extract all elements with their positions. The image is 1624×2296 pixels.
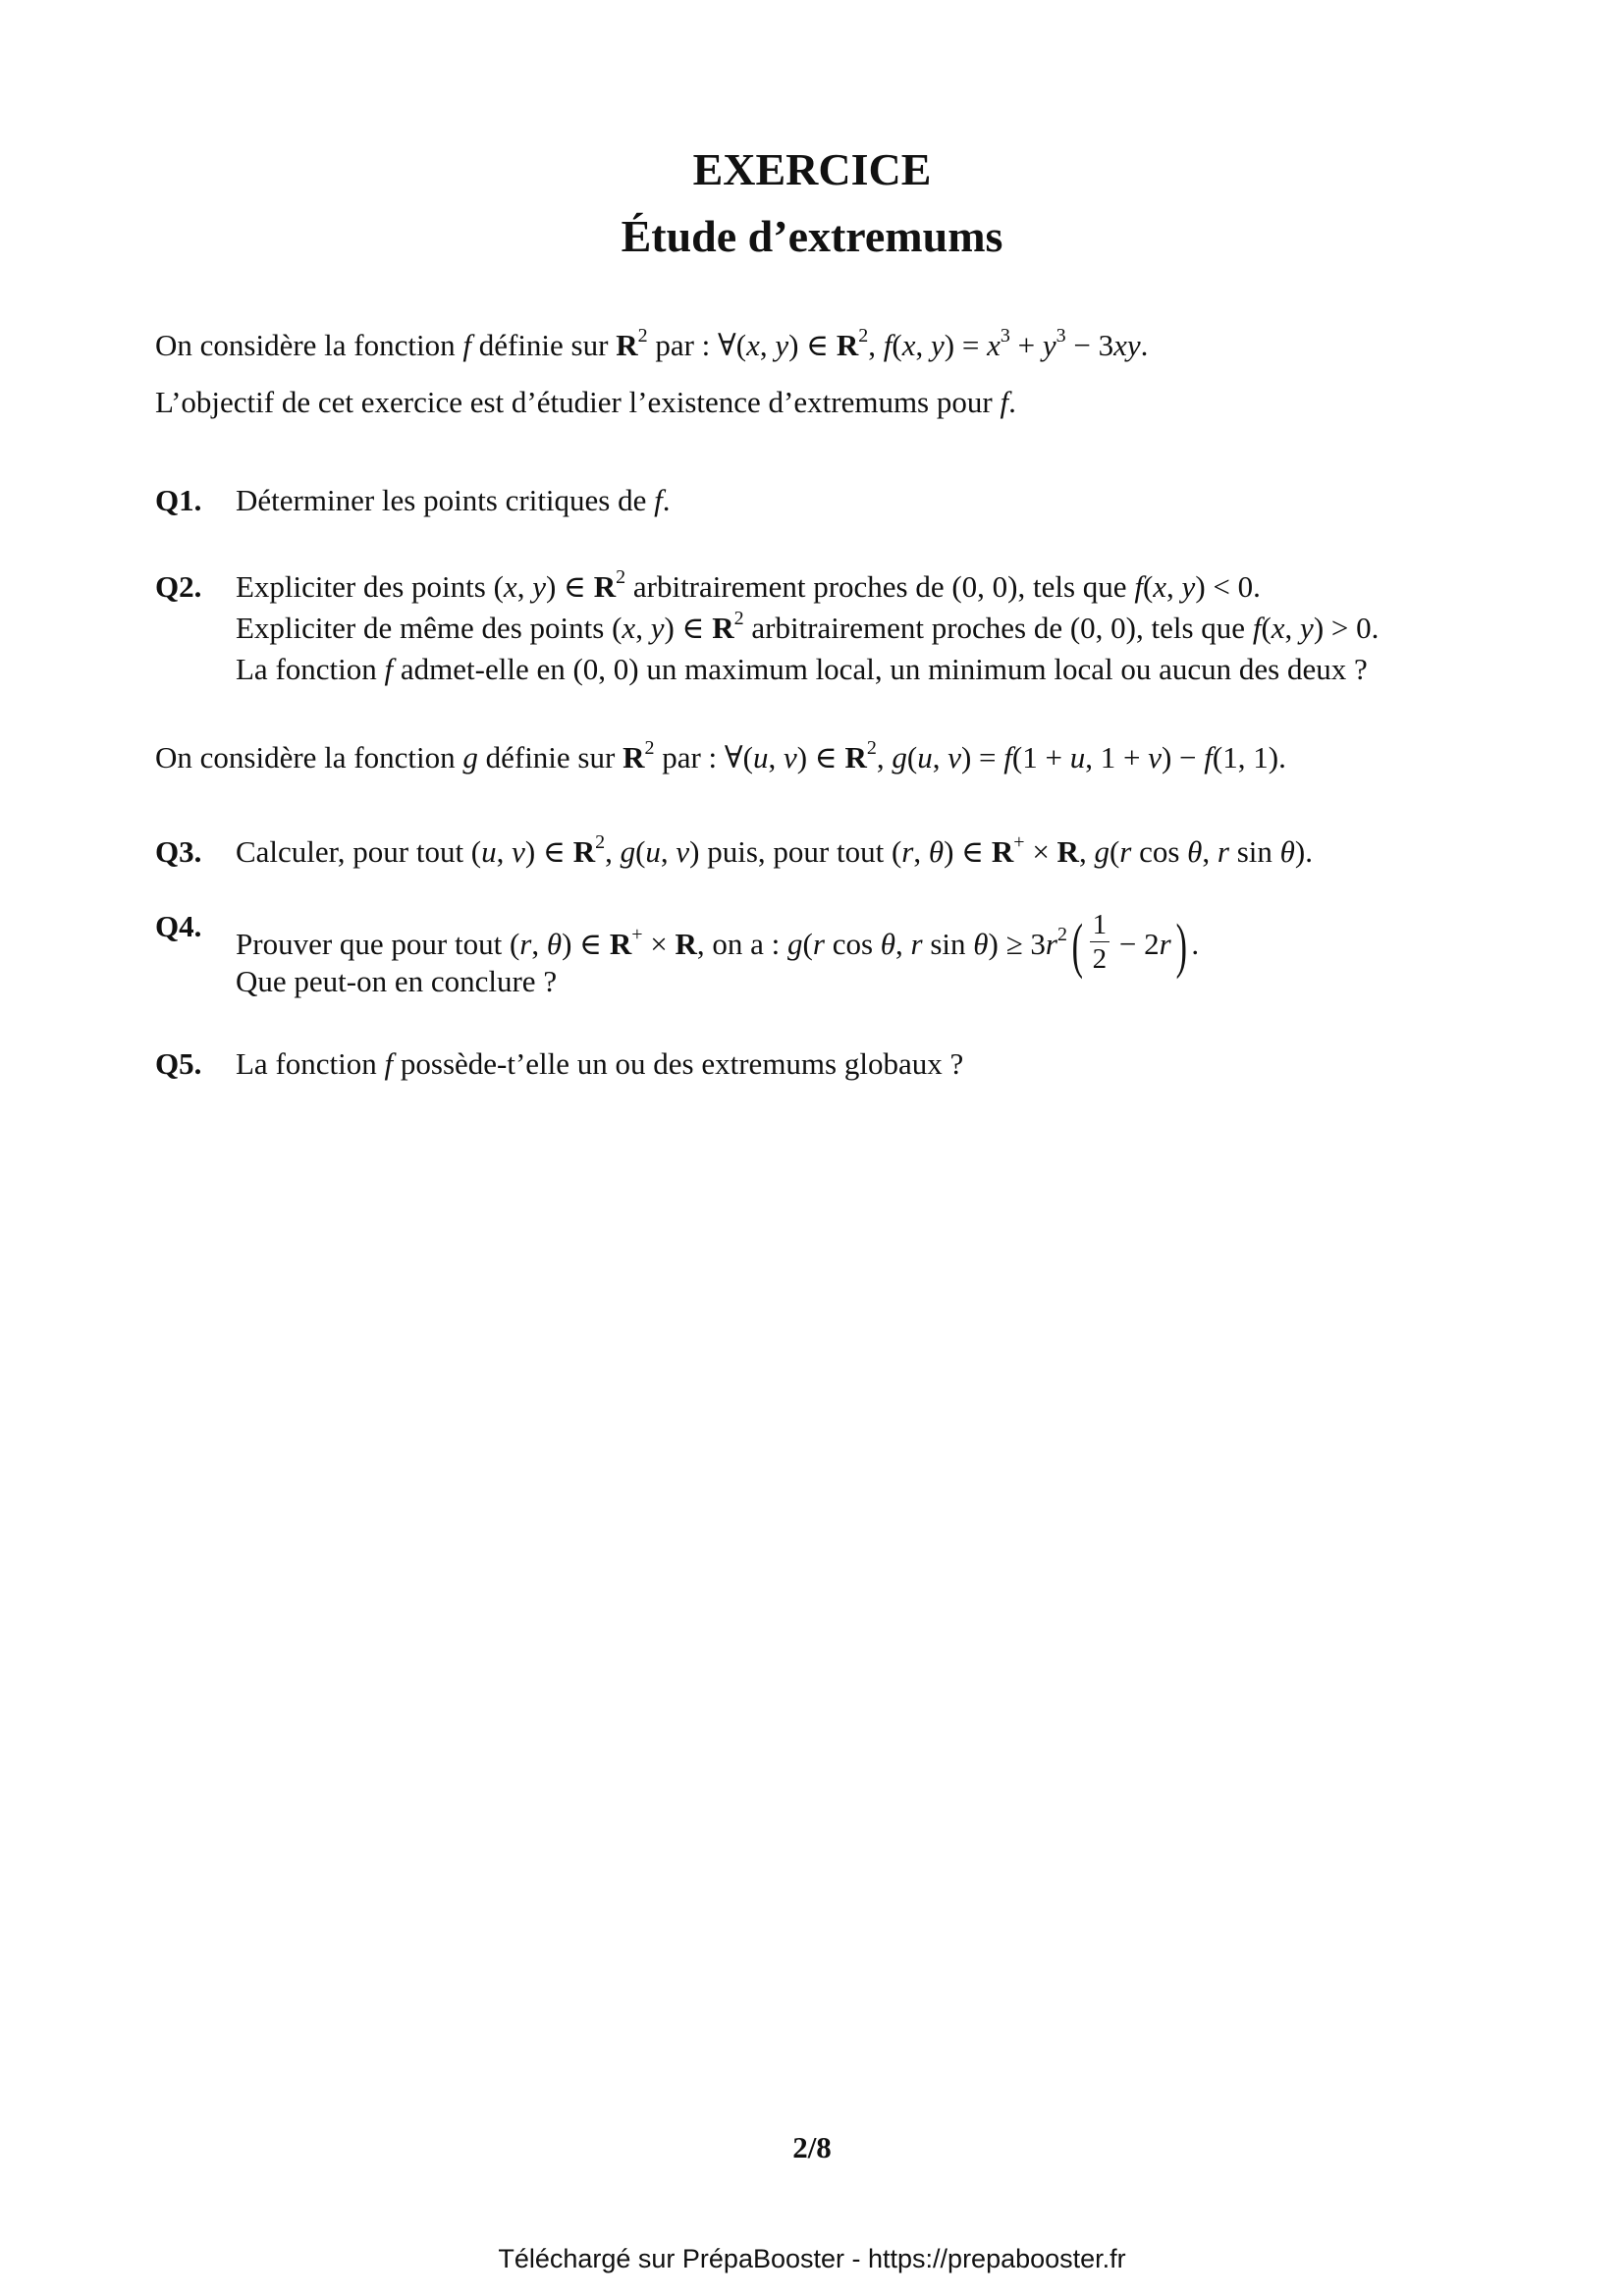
function-g-definition: On considère la fonction g définie sur $R^2$ par : ∀(u, v) ∈ $R^2$, g(u, v) = f(1 + u, 1 + v) − f(1, 1). xyxy=(155,737,1286,774)
page-subtitle: Étude d’extremums xyxy=(621,211,1003,261)
question-text-q2-line3: La fonction f admet-elle en (0, 0) un maximum local, un minimum local ou aucun des deux ? xyxy=(236,652,1368,686)
question-label-q2: Q2. xyxy=(155,569,202,604)
question-text-q4-line1: Prouver que pour tout (r, θ) ∈ R+ × R, on a : g(r cos θ, r $\sin \theta) \ge 3r^2$( $\frac{1}{2}$ − 2r) . xyxy=(236,909,1200,980)
question-label-q5: Q5. xyxy=(155,1046,202,1081)
footer-download-note: Téléchargé sur PrépaBooster - https://prepabooster.fr xyxy=(498,2244,1126,2273)
question-text-q2-line1: Expliciter des points (x, y) ∈ $R^2$ arbitrairement proches de (0, 0), tels que f(x, y) < 0. xyxy=(236,566,1261,604)
question-text-q5: La fonction f possède-t’elle un ou des extremums globaux ? xyxy=(236,1046,964,1081)
question-text-q4-line2: Que peut-on en conclure ? xyxy=(236,964,558,998)
question-label-q3: Q3. xyxy=(155,834,202,869)
question-label-q1: Q1. xyxy=(155,483,202,517)
page-title: EXERCICE xyxy=(692,144,932,194)
left-parenthesis: ( xyxy=(1071,913,1083,980)
question-text-q1: Déterminer les points critiques de f. xyxy=(236,483,671,517)
question-text-q2-line2: Expliciter de même des points (x, y) ∈ $R^2$ arbitrairement proches de (0, 0), tels que f(x, y) > 0. xyxy=(236,608,1380,645)
function-f-definition: On considère la fonction f définie sur $R^2$ par : ∀(x, y) ∈ $R^2$, f(x, $y) = x^3 + y^3 - 3xy$. xyxy=(155,325,1149,362)
right-parenthesis: ) xyxy=(1175,913,1187,980)
page-number: 2/8 xyxy=(792,2130,832,2164)
objective-statement: L’objectif de cet exercice est d’étudier l’existence d’extremums pour f. xyxy=(155,385,1016,419)
question-text-q3: Calculer, pour tout (u, v) ∈ $R^2$, g(u, v) puis, pour tout (r, θ) ∈ R+ × R, g(r cos θ, r sin θ). xyxy=(236,831,1313,869)
question-label-q4: Q4. xyxy=(155,909,202,943)
fraction-one-half: $\frac{1}{2}$ xyxy=(1090,911,1110,974)
